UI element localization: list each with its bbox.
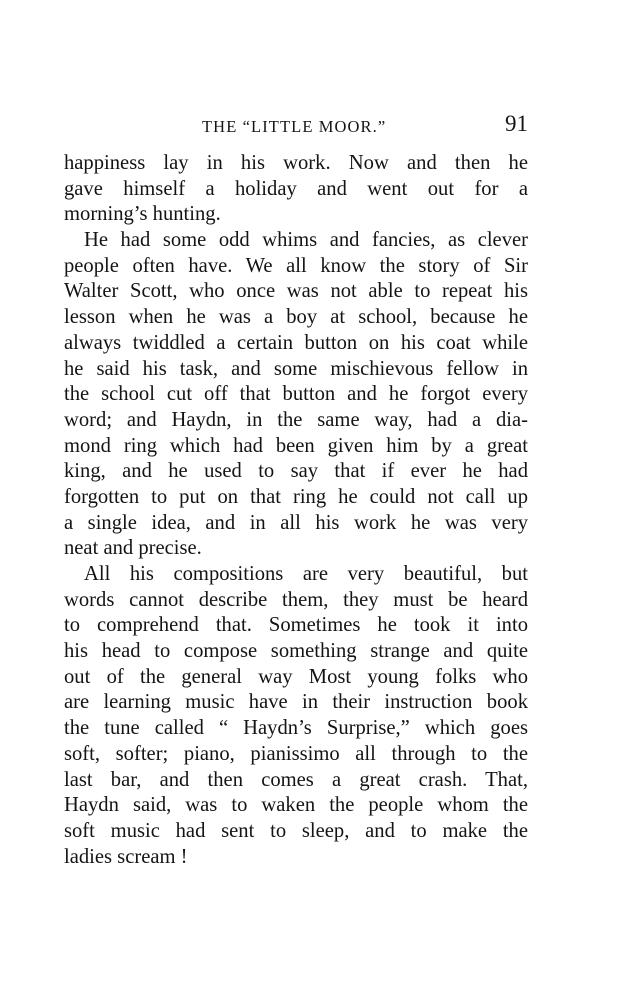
running-head	[64, 113, 528, 143]
text-line: soft, softer; piano, pianissimo all through to the	[64, 742, 528, 765]
text-line: the school cut off that button and he forgot every	[64, 383, 528, 406]
text-line: to comprehend that. Sometimes he took it into	[64, 614, 528, 637]
text-line: people often have. We all know the story of Sir	[64, 254, 528, 277]
text-line: ladies scream !	[64, 845, 188, 868]
text-line: soft music had sent to sleep, and to make the	[64, 819, 528, 842]
text-line: his head to compose something strange and quite	[64, 640, 528, 663]
text-line: a single idea, and in all his work he was very	[64, 511, 528, 534]
text-line: Haydn said, was to waken the people whom the	[64, 794, 528, 817]
text-line: Walter Scott, who once was not able to repeat his	[64, 280, 528, 303]
running-title: THE “LITTLE MOOR.”	[202, 117, 387, 136]
text-line: neat and precise.	[64, 537, 202, 560]
text-line: All his compositions are very beautiful, but	[84, 563, 528, 585]
text-line: happiness lay in his work. Now and then he	[64, 152, 528, 174]
body-text	[64, 151, 528, 870]
text-line: out of the general way Most young folks who	[64, 665, 528, 688]
text-line: morning’s hunting.	[64, 203, 221, 226]
text-line: mond ring which had been given him by a great	[64, 434, 528, 457]
text-line: forgotten to put on that ring he could not call up	[64, 485, 528, 508]
text-line: lesson when he was a boy at school, because he	[64, 306, 528, 329]
text-line: are learning music have in their instruction book	[64, 691, 528, 714]
text-line: He had some odd whims and fancies, as clever	[84, 229, 528, 252]
text-line: gave himself a holiday and went out for a	[64, 177, 528, 200]
text-line: last bar, and then comes a great crash. That,	[64, 768, 528, 791]
text-line: king, and he used to say that if ever he had	[64, 460, 528, 483]
text-line: he said his task, and some mischievous fellow in	[64, 357, 528, 380]
page-number: 91	[505, 111, 528, 136]
text-line: the tune called “ Haydn’s Surprise,” which goes	[64, 717, 528, 740]
text-line: word; and Haydn, in the same way, had a dia-	[64, 408, 528, 431]
text-line: words cannot describe them, they must be heard	[64, 588, 528, 611]
text-line: always twiddled a certain button on his coat while	[64, 331, 528, 354]
